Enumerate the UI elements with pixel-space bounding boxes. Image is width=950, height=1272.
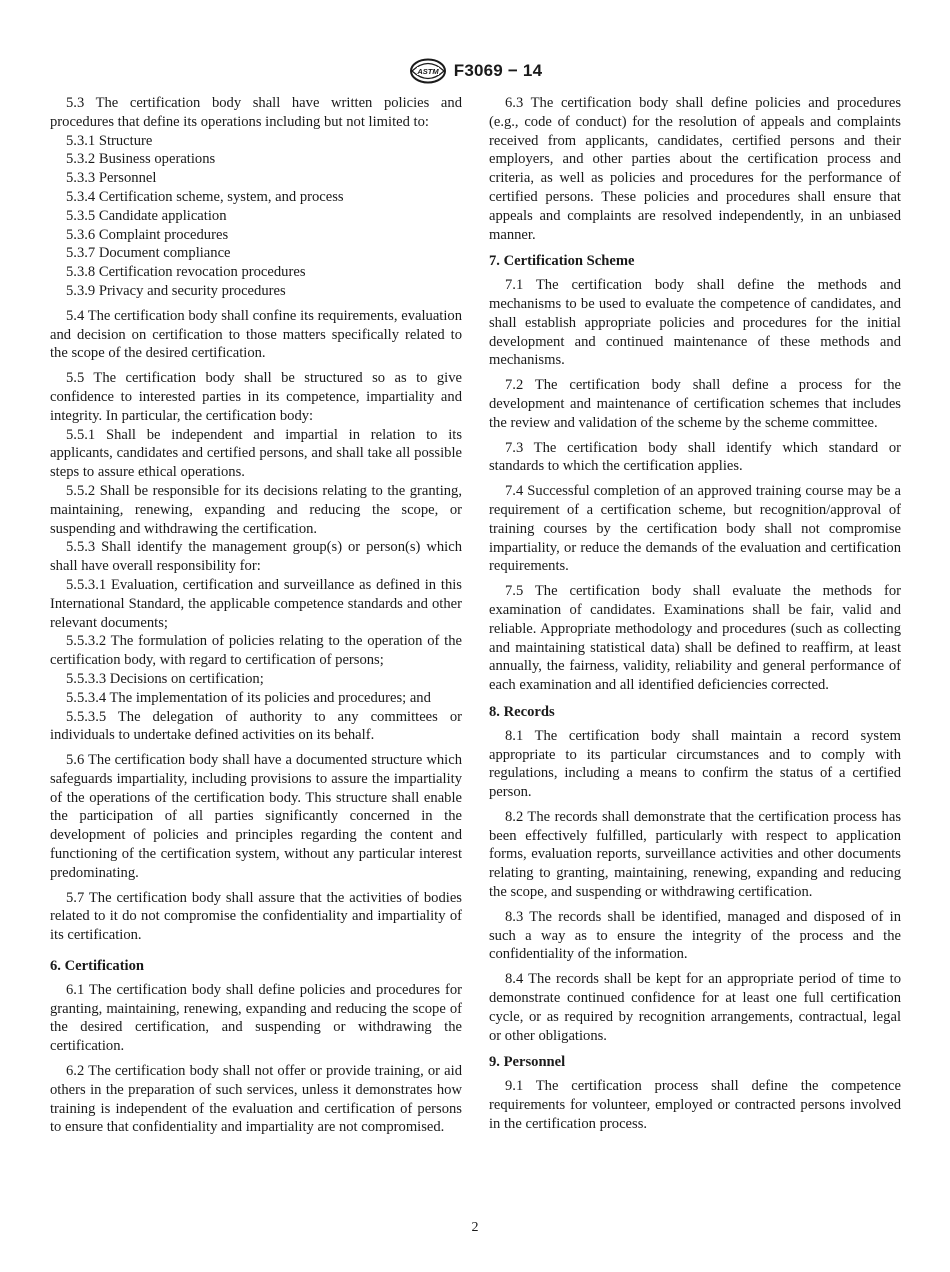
list-item: 5.3.9 Privacy and security procedures (66, 282, 286, 299)
paragraph-5-6: 5.6 The certification body shall have a documented structure which safeguards impartiality, including provisions to assure the impartiality of the operations of the certification body. This structure shall enable the participation of all parties significantly concerned in the development of policies and principles regarding the content and functioning of the certification system, without any particular interest predominating. (50, 752, 462, 881)
right-column (489, 94, 901, 1134)
paragraph-5-5-1: 5.5.1 Shall be independent and impartial in relation to its applicants, candidates and certified persons, and shall take all possible steps to assure ethical operations. (50, 426, 462, 481)
list-item: 5.3.4 Certification scheme, system, and process (66, 188, 344, 205)
list-item: 5.3.7 Document compliance (66, 245, 231, 262)
paragraph-5-5-3: 5.5.3 Shall identify the management group(s) or person(s) which shall have overall responsibility for: (50, 539, 462, 575)
paragraph-5-3: 5.3 The certification body shall have written policies and procedures that define its operations including but not limited to: (50, 95, 462, 130)
paragraph-6-2: 6.2 The certification body shall not offer or provide training, or aid others in the preparation of such services, unless it demonstrates how training is independent of the evaluation and certification of persons to ensure that confidentiality and impartiality are not compromised. (50, 1063, 462, 1136)
paragraph-5-5-3-3: 5.5.3.3 Decisions on certification; (66, 670, 264, 687)
paragraph-5-5-3-5: 5.5.3.5 The delegation of authority to any committees or individuals to undertake defined activities on its behalf. (50, 708, 462, 744)
paragraph-8-4: 8.4 The records shall be kept for an appropriate period of time to demonstrate continued confidence for at least one full certification cycle, or as required by recognition arrangements, contractual, legal or other obligations. (489, 971, 901, 1044)
paragraph-9-1: 9.1 The certification process shall define the competence requirements for volunteer, employed or contracted persons involved in the certification process. (489, 1078, 901, 1132)
paragraph-6-3: 6.3 The certification body shall define policies and procedures (e.g., code of conduct) for the resolution of appeals and complaints received from applicants, candidates, certified persons and their employers, and other parties about the certification process and criteria, as well as policies and procedures for the performance of certified persons. These policies and procedures shall ensure that appeals and complaints are resolved independently, in an unbiased manner. (489, 95, 901, 243)
page-number: 2 (471, 1220, 479, 1235)
paragraph-7-5: 7.5 The certification body shall evaluate the methods for examination of candidates. Examinations shall be fair, valid and reliable. Appropriate methodology and procedures (such as collecting and maintaining statistical data) shall be defined to reaffirm, at least annually, the fairness, validity, reliability and general performance of each examination and all identified deficiencies corrected. (489, 583, 901, 694)
svg-text:ASTM: ASTM (417, 67, 439, 76)
paragraph-5-5-3-1: 5.5.3.1 Evaluation, certification and surveillance as defined in this International Standard, the applicable competence standards and other relevant documents; (50, 576, 462, 631)
list-item: 5.3.2 Business operations (66, 151, 216, 168)
paragraph-8-2: 8.2 The records shall demonstrate that the certification process has been effectively fulfilled, particularly with respect to application forms, evaluation reports, surveillance activities and other documents relating to granting, maintaining, renewing, expanding and reducing the scope, and suspending or withdrawing certification. (489, 808, 901, 901)
astm-logo-icon (408, 58, 448, 84)
paragraph-5-5-3-2: 5.5.3.2 The formulation of policies relating to the operation of the certification body, with regard to certification of persons; (50, 633, 462, 669)
paragraph-5-5-2: 5.5.2 Shall be responsible for its decisions relating to the granting, maintaining, renewing, expanding and reducing the scope, or suspending and withdrawing the certification. (50, 482, 462, 537)
paragraph-5-5: 5.5 The certification body shall be structured so as to give confidence to interested parties in its competence, impartiality and integrity. In particular, the certification body: (50, 370, 462, 424)
section-heading-6: 6. Certification (50, 958, 145, 975)
left-column (50, 94, 462, 1137)
section-heading-7: 7. Certification Scheme (489, 253, 635, 270)
document-id: F3069 − 14 (453, 61, 543, 80)
list-5-3-items (50, 132, 462, 301)
page-header (0, 56, 950, 86)
paragraph-8-3: 8.3 The records shall be identified, managed and disposed of in such a way as to ensure the integrity of the process and the confidentiality of the information. (489, 908, 901, 963)
paragraph-7-1: 7.1 The certification body shall define the methods and mechanisms to be used to evaluate the competence of candidates, and shall establish appropriate policies and procedures for the initial development and continued maintenance of these methods and mechanisms. (489, 277, 901, 369)
paragraph-6-1: 6.1 The certification body shall define policies and procedures for granting, maintaining, renewing, expanding and reducing the scope of the desired certification, and suspending or withdrawing the certification. (50, 981, 462, 1055)
paragraph-5-4: 5.4 The certification body shall confine its requirements, evaluation and decision on certification to those matters specifically related to the scope of the desired certification. (50, 307, 462, 362)
section-heading-8: 8. Records (489, 703, 555, 720)
paragraph-7-4: 7.4 Successful completion of an approved training course may be a requirement of a certification scheme, but recognition/approval of training courses by the certification body shall not compromise impartiality, or reduce the demands of the evaluation and certification requirements. (489, 483, 901, 575)
paragraph-7-2: 7.2 The certification body shall define a process for the development and maintenance of certification schemes that includes the review and validation of the scheme by the scheme committee. (489, 377, 901, 431)
list-item: 5.3.3 Personnel (66, 170, 157, 187)
paragraph-8-1: 8.1 The certification body shall maintain a record system appropriate to its particular circumstances and to comply with regulations, including a means to confirm the status of a certified person. (489, 727, 901, 801)
section-heading-9: 9. Personnel (489, 1054, 566, 1071)
list-item: 5.3.1 Structure (66, 132, 153, 149)
list-item: 5.3.8 Certification revocation procedures (66, 264, 306, 281)
paragraph-5-5-3-4: 5.5.3.4 The implementation of its policies and procedures; and (66, 689, 431, 706)
paragraph-7-3: 7.3 The certification body shall identify which standard or standards to which the certification applies. (489, 439, 901, 475)
paragraph-5-7: 5.7 The certification body shall assure that the activities of bodies related to it do not compromise the confidentiality and impartiality of its certification. (50, 889, 462, 944)
list-item: 5.3.6 Complaint procedures (66, 226, 229, 243)
list-item: 5.3.5 Candidate application (66, 207, 227, 224)
